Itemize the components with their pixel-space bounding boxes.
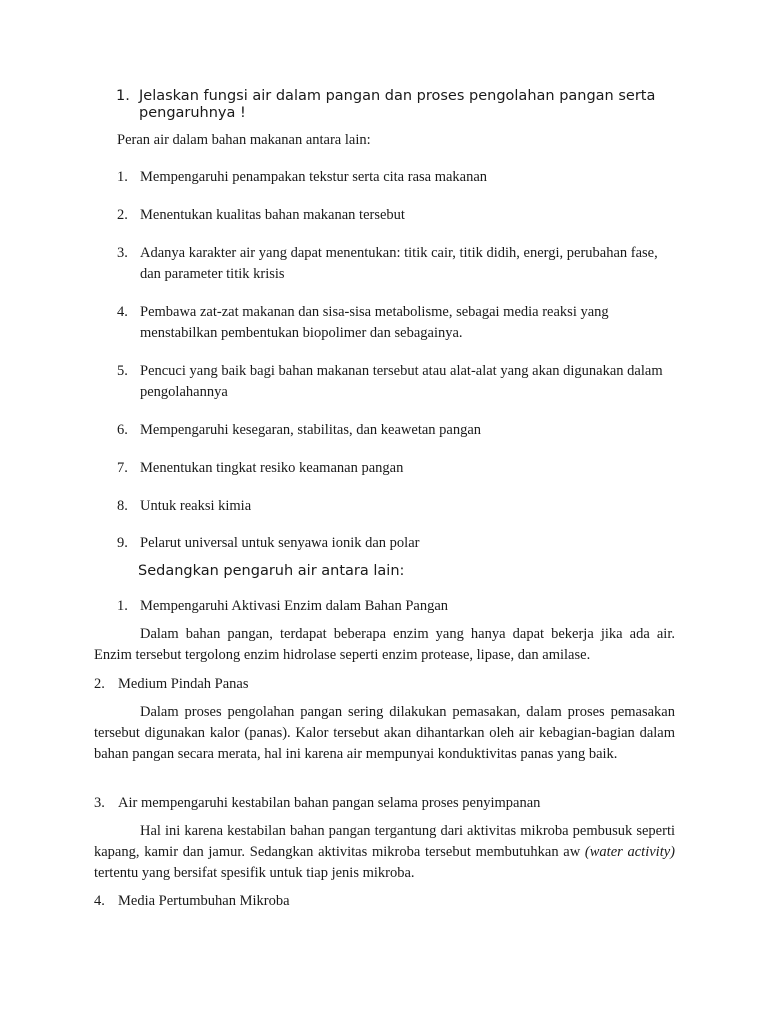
list-item-number: 9. [117, 535, 128, 551]
list-item-text: Pelarut universal untuk senyawa ionik dan polar [140, 535, 420, 551]
list-item-text: Mempengaruhi kesegaran, stabilitas, dan keawetan pangan [140, 422, 482, 438]
question-text: Jelaskan fungsi air dalam pangan dan proses pengolahan pangan serta pengaruhnya ! [139, 88, 656, 121]
list-item-number: 1. [117, 169, 128, 185]
effect-heading-text: Mempengaruhi Aktivasi Enzim dalam Bahan Pangan [140, 598, 449, 614]
effect-number: 1. [117, 598, 128, 614]
effect-heading-text: Medium Pindah Panas [118, 676, 249, 692]
list-item-number: 4. [117, 304, 128, 320]
list-item-number: 5. [117, 363, 128, 379]
list-item-number: 2. [117, 207, 128, 223]
effect-number: 2. [94, 676, 105, 692]
list-item-number: 7. [117, 460, 128, 476]
water-activity-term: (water activity) [584, 844, 675, 860]
list-item-text: Menentukan tingkat resiko keamanan pangan [140, 460, 404, 476]
list-item-number: 8. [117, 498, 128, 514]
effect-paragraph-text: Hal ini karena kestabilan bahan pangan tergantung dari aktivitas mikroba pembusuk seperti kapang, kamir dan jamur. Sedangkan aktivitas mikroba tersebut membutuhkan aw [94, 823, 675, 860]
effect-number: 3. [94, 795, 105, 811]
list-item-text: Untuk reaksi kimia [140, 498, 252, 514]
list-item-text: Pencuci yang baik bagi bahan makanan tersebut atau alat-alat yang akan digunakan dalam pengolahannya [140, 363, 663, 400]
list-item-text: Menentukan kualitas bahan makanan tersebut [140, 207, 405, 223]
effect-heading-text: Media Pertumbuhan Mikroba [118, 893, 290, 909]
effects-intro: Sedangkan pengaruh air antara lain: [138, 563, 405, 579]
list-item-text: Mempengaruhi penampakan tekstur serta cita rasa makanan [140, 169, 488, 185]
list-item-number: 6. [117, 422, 128, 438]
roles-intro: Peran air dalam bahan makanan antara lain: [117, 132, 371, 148]
list-item-number: 3. [117, 245, 128, 261]
list-item-text: Pembawa zat-zat makanan dan sisa-sisa metabolisme, sebagai media reaksi yang menstabilkan pembentukan biopolimer dan sebagainya. [140, 304, 609, 341]
list-item-text: Adanya karakter air yang dapat menentukan: titik cair, titik didih, energi, perubahan fase, dan parameter titik krisis [140, 245, 658, 282]
question-number: 1. [116, 88, 130, 104]
effect-paragraph: Dalam bahan pangan, terdapat beberapa enzim yang hanya dapat bekerja jika ada air. Enzim tersebut tergolong enzim hidrolase seperti enzim protease, lipase, dan amilase. [94, 626, 675, 663]
effect-paragraph [94, 821, 675, 884]
effect-paragraph: Dalam proses pengolahan pangan sering dilakukan pemasakan, dalam proses pemasakan tersebut digunakan kalor (panas). Kalor tersebut akan dihantarkan oleh air kebagian-bagian dalam bahan pangan secara merata, hal ini karena air mempunyai konduktivitas panas yang baik. [94, 704, 675, 762]
effect-heading-text: Air mempengaruhi kestabilan bahan pangan selama proses penyimpanan [118, 795, 541, 811]
effect-number: 4. [94, 893, 105, 909]
effect-paragraph-text: tertentu yang bersifat spesifik untuk tiap jenis mikroba. [94, 865, 415, 881]
